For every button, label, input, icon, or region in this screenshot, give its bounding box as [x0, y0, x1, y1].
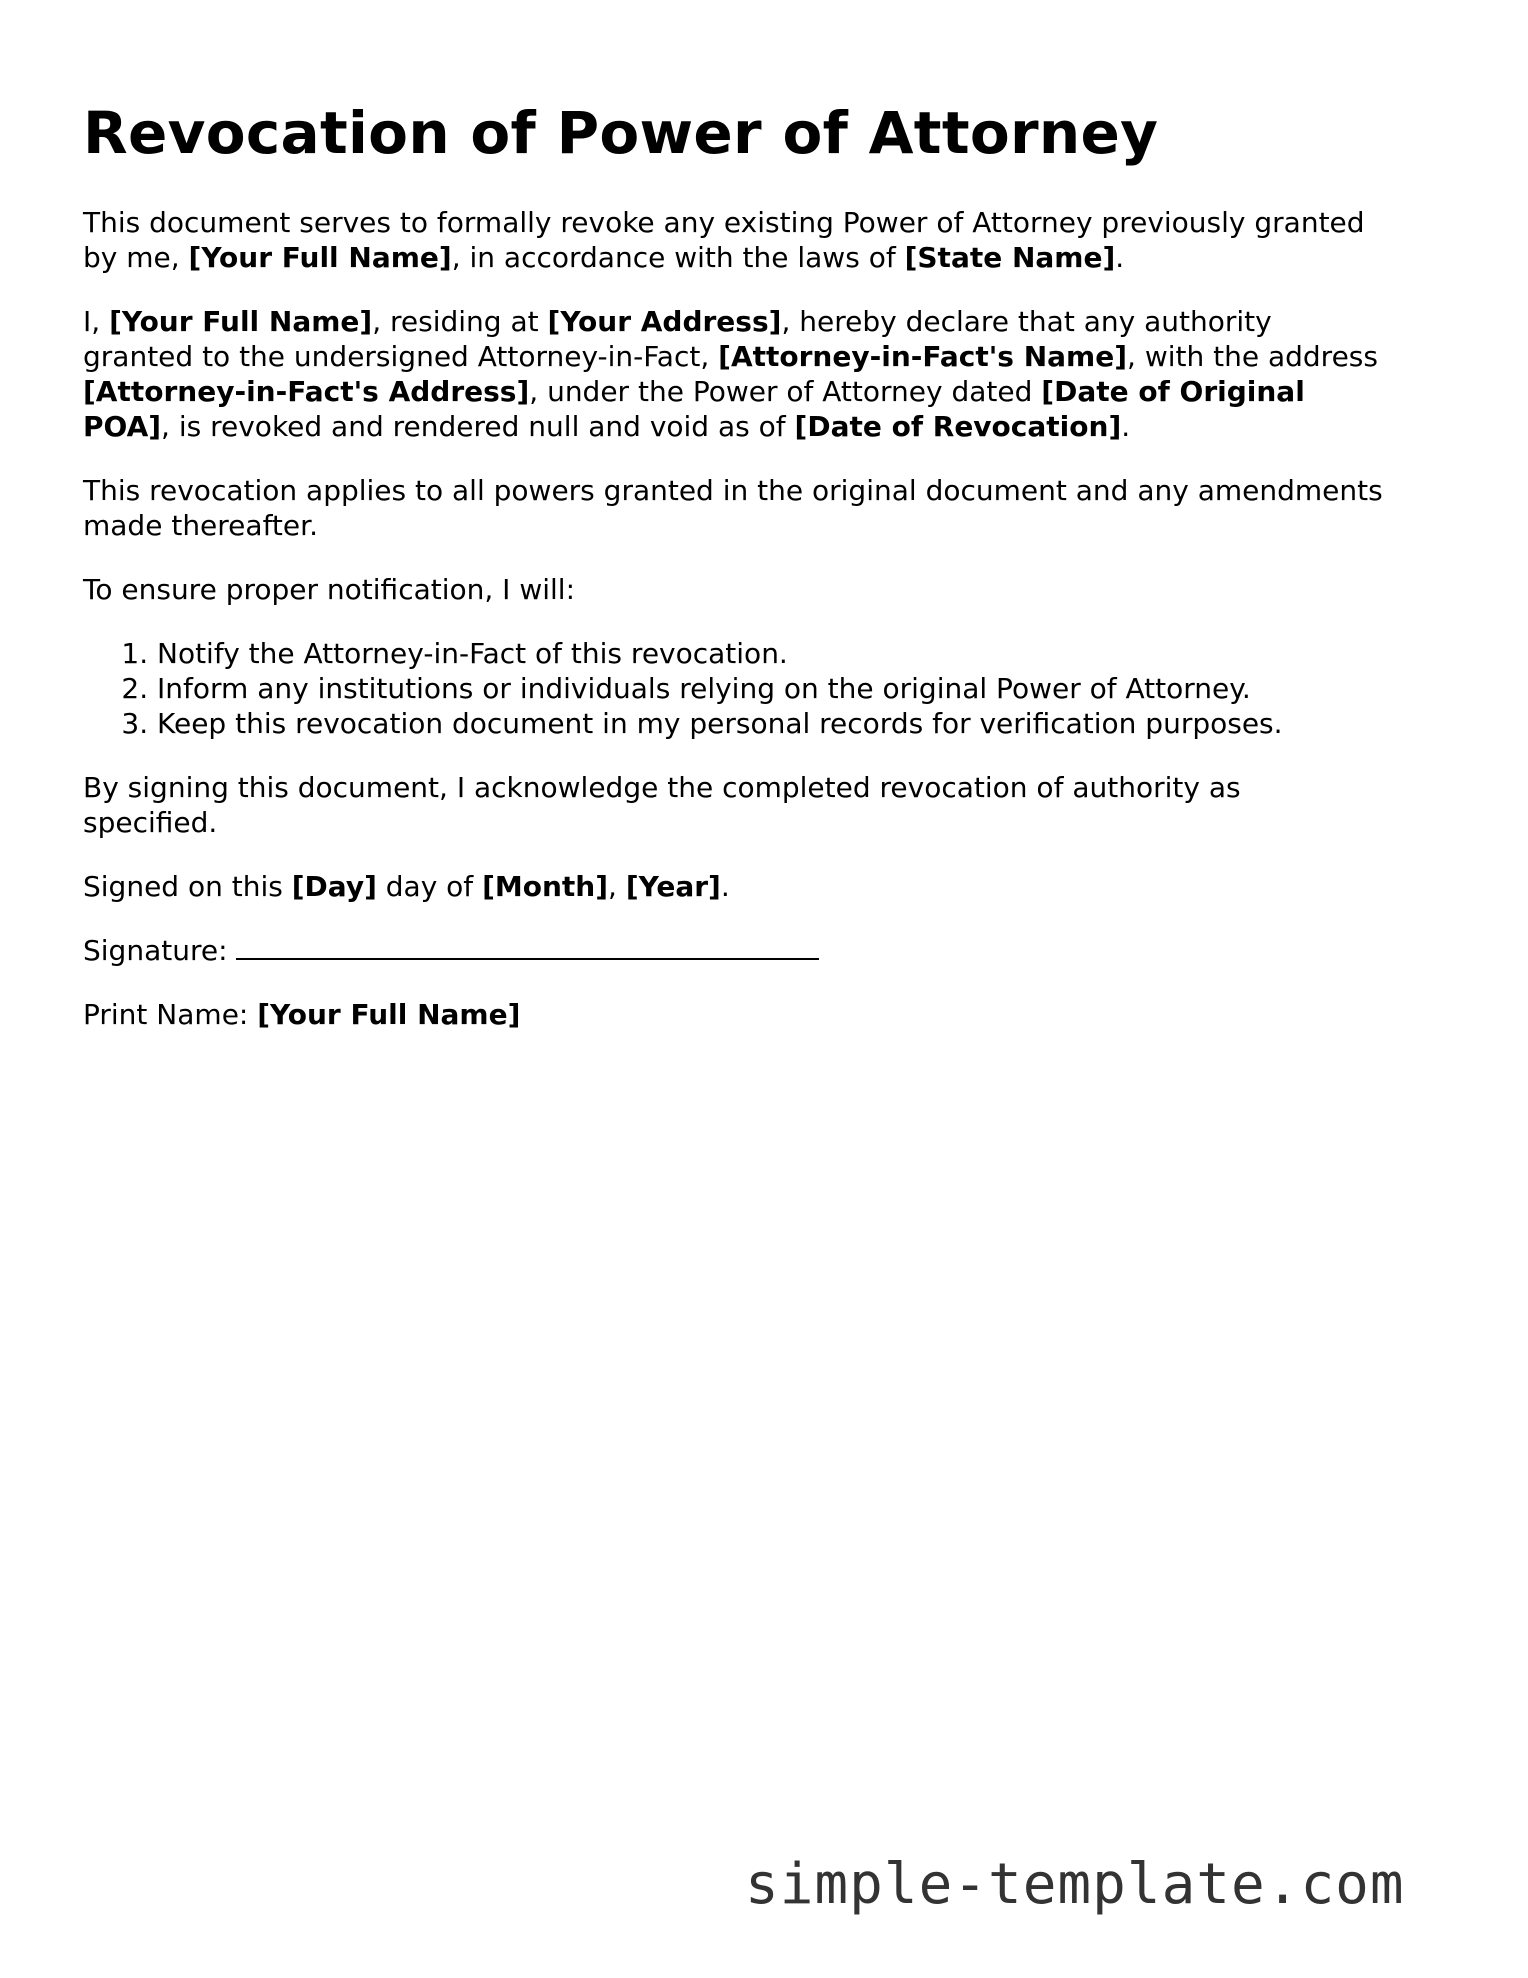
print-name-label: Print Name: — [83, 997, 258, 1031]
scope-paragraph: This revocation applies to all powers granted in the original document and any amendments made thereafter. — [83, 473, 1383, 542]
list-item: 3. Keep this revocation document in my personal records for verification purposes. — [157, 706, 1383, 741]
placeholder-state-name: [State Name] — [904, 240, 1116, 274]
intro-paragraph: This document serves to formally revoke any existing Power of Attorney previously granted by me, [Your Full Name], in accordance with the laws of [State Name]. — [83, 205, 1365, 274]
signature-row — [83, 933, 1383, 968]
document-title: Revocation of Power of Attorney — [83, 99, 1159, 167]
placeholder-full-name: [Your Full Name] — [188, 240, 452, 274]
signed-date-line: Signed on this [Day] day of [Month], [Year]. — [83, 869, 730, 903]
watermark: simple-template.com — [745, 1852, 1405, 1917]
placeholder-year: [Year] — [625, 869, 721, 903]
list-item: 1. Notify the Attorney-in-Fact of this revocation. — [157, 636, 1383, 671]
placeholder-attorney-address: [Attorney-in-Fact's Address] — [83, 374, 530, 408]
notification-list — [83, 636, 1383, 741]
placeholder-day: [Day] — [291, 869, 377, 903]
list-item: 2. Inform any institutions or individuals relying on the original Power of Attorney. — [157, 671, 1383, 706]
notification-intro: To ensure proper notification, I will: — [83, 572, 576, 606]
acknowledgement-paragraph: By signing this document, I acknowledge the completed revocation of authority as specified. — [83, 770, 1241, 839]
print-name-row — [83, 997, 1383, 1032]
placeholder-month: [Month] — [482, 869, 609, 903]
declaration-paragraph: I, [Your Full Name], residing at [Your Address], hereby declare that any authority granted to the undersigned Attorney-in-Fact, [Attorney-in-Fact's Name], with the address [Attorney-in-Fact's Address], under the Power of Attorney dated [Date of Original POA], is revoked and rendered null and void as of [Date of Revocation]. — [83, 304, 1378, 443]
placeholder-print-name: [Your Full Name] — [257, 997, 521, 1031]
signature-line[interactable] — [236, 934, 819, 960]
placeholder-full-name: [Your Full Name] — [109, 304, 373, 338]
signature-label: Signature: — [83, 933, 237, 967]
placeholder-attorney-name: [Attorney-in-Fact's Name] — [718, 339, 1128, 373]
document-page — [83, 100, 1383, 1061]
placeholder-revocation-date: [Date of Revocation] — [794, 409, 1122, 443]
placeholder-original-poa-date: [Date of Original POA] — [83, 374, 1305, 443]
placeholder-address: [Your Address] — [547, 304, 782, 338]
